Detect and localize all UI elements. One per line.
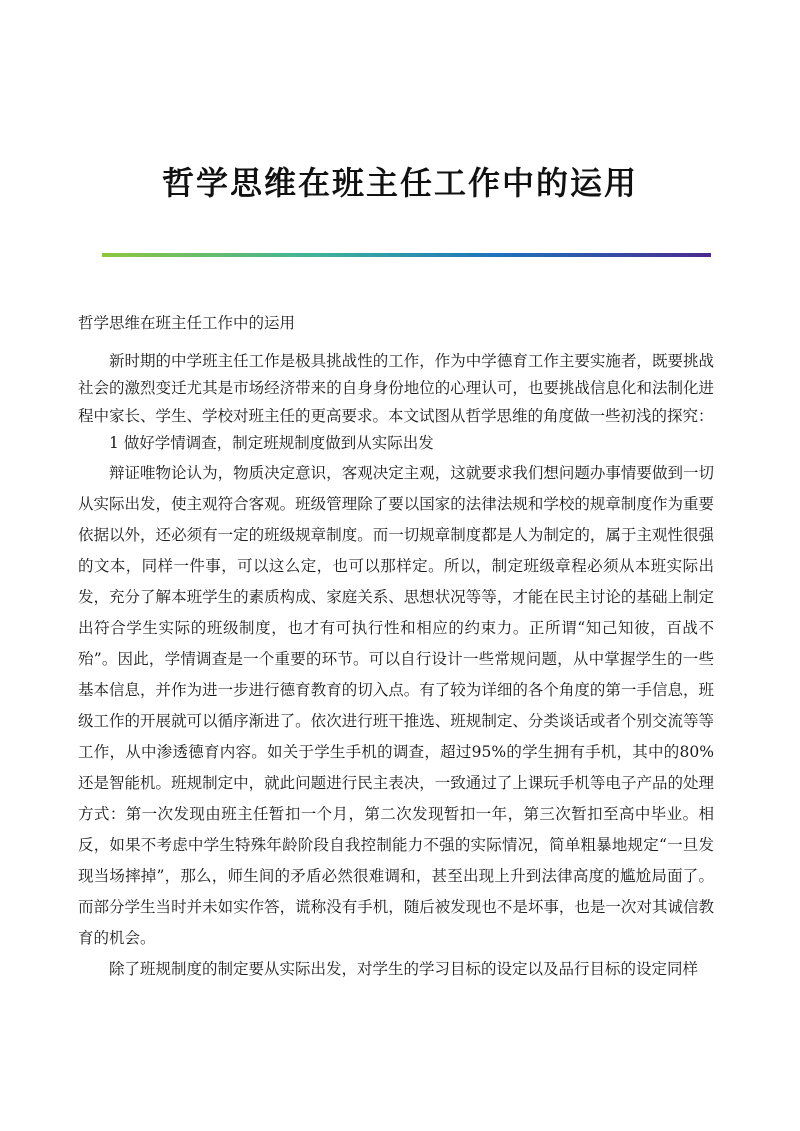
- paragraph-main: 辩证唯物论认为，物质决定意识，客观决定主观，这就要求我们想问题办事情要做到一切从实际出发，使主观符合客观。班级管理除了要以国家的法律法规和学校的规章制度作为重要依据以外，还必须有一定的班级规章制度。而一切规章制度都是人为制定的，属于主观性很强的文本，同样一件事，可以这么定，也可以那样定。所以，制定班级章程必须从本班实际出发，充分了解本班学生的素质构成、家庭关系、思想状况等等，才能在民主讨论的基础上制定出符合学生实际的班级制度，也才有可执行性和相应的约束力。正所谓“知己知彼，百战不殆”。因此，学情调查是一个重要的环节。可以自行设计一些常规问题，从中掌握学生的一些基本信息，并作为进一步进行德育教育的切入点。有了较为详细的各个角度的第一手信息，班级工作的开展就可以循序渐进了。依次进行班干推选、班规制定、分类谈话或者个别交流等等工作，从中渗透德育内容。如关于学生手机的调查，超过95%的学生拥有手机，其中的80%还是智能机。班规制定中，就此问题进行民主表决，一致通过了上课玩手机等电子产品的处理方式：第一次发现由班主任暂扣一个月，第二次发现暂扣一年，第三次暂扣至高中毕业。相反，如果不考虑中学生特殊年龄阶段自我控制能力不强的实际情况，简单粗暴地规定“一旦发现当场摔掉”，那么，师生间的矛盾必然很难调和，甚至出现上升到法律高度的尴尬局面了。而部分学生当时并未如实作答，谎称没有手机，随后被发现也不是坏事，也是一次对其诚信教育的机会。: [78, 463, 714, 947]
- paragraph-continuation: 除了班规制度的制定要从实际出发，对学生的学习目标的设定以及品行目标的设定同样: [109, 959, 699, 978]
- title-divider: [102, 253, 711, 257]
- document-body: [78, 310, 714, 985]
- document-title: 哲学思维在班主任工作中的运用: [161, 164, 638, 202]
- paragraph-intro: 新时期的中学班主任工作是极具挑战性的工作，作为中学德育工作主要实施者，既要挑战社会的激烈变迁尤其是市场经济带来的自身身份地位的心理认可，也要挑战信息化和法制化进程中家长、学生、学校对班主任的更高要求。本文试图从哲学思维的角度做一些初浅的探究：: [78, 351, 714, 425]
- section-heading: 1 做好学情调查，制定班规制度做到从实际出发: [109, 434, 434, 452]
- document-subtitle: 哲学思维在班主任工作中的运用: [78, 314, 296, 332]
